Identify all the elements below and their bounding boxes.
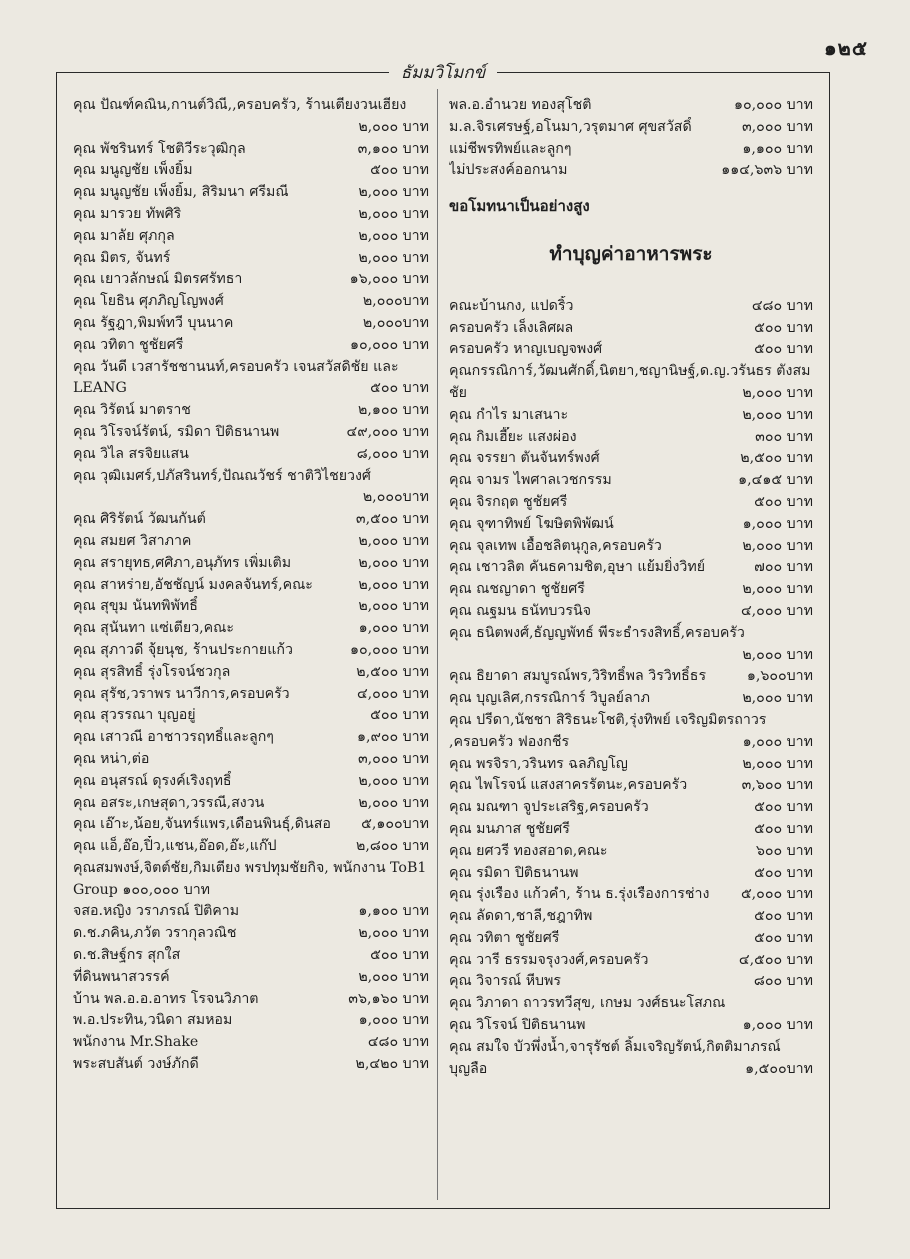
donor-entry: [73, 596, 429, 618]
donor-entry: [449, 318, 813, 340]
donation-amount: ๒,๐๐๐ บาท: [358, 205, 429, 222]
donor-name: คุณ โยธิน ศุภภิญโญพงศ์: [73, 293, 224, 310]
donation-amount: ๑,๑๐๐ บาท: [358, 903, 429, 920]
donor-name: คุณ รัฐฎา,พิมพ์ทวี บุนนาค: [73, 314, 234, 331]
donor-entry: [73, 204, 429, 226]
donor-entry: [73, 357, 429, 379]
donation-amount: ๒,๐๐๐ บาท: [742, 406, 813, 423]
donor-entry: [449, 732, 813, 754]
donation-amount: ๕๐๐ บาท: [754, 799, 813, 816]
donor-entry: [449, 1015, 813, 1037]
donor-entry: [449, 863, 813, 885]
donation-amount: ๑,๐๐๐ บาท: [742, 515, 813, 532]
donor-entry: [73, 335, 429, 357]
donation-amount: ๕๐๐ บาท: [370, 162, 429, 179]
donor-name: คุณ กำไร มาเสนาะ: [449, 406, 569, 423]
header-title: ธัมมวิโมกข์: [389, 63, 498, 83]
donor-name: คุณ รุ่งเรือง แก้วคำ, ร้าน ธ.รุ่งเรืองการช่าง: [449, 886, 710, 903]
donor-name: คุณ สุภาวดี จุ้ยนุช, ร้านประกายแก้ว: [73, 641, 293, 658]
donor-name: บ้าน พล.อ.อ.อาทร โรจนวิภาต: [73, 990, 259, 1007]
donor-name: คุณ วารี ธรรมจรุงวงศ์,ครอบครัว: [449, 951, 649, 968]
donor-entry: [73, 400, 429, 422]
donation-amount: ๒,๐๐๐ บาท: [358, 532, 429, 549]
donation-amount: ๒,๐๐๐ บาท: [358, 554, 429, 571]
donor-name: พระสบสันต์ วงษ์ภักดี: [73, 1056, 199, 1073]
donor-entry: [449, 993, 813, 1015]
donation-amount: ๓,๐๐๐ บาท: [357, 750, 429, 767]
donor-entry: [73, 989, 429, 1011]
donor-name: จสอ.หญิง วราภรณ์ ปิติคาม: [73, 903, 240, 920]
donor-name: ครอบครัว เล็งเลิศผล: [449, 319, 574, 336]
donation-amount: ๒,๐๐๐ บาท: [358, 925, 429, 942]
right-top-list: [449, 95, 813, 182]
right-column: [449, 95, 813, 1200]
donor-name: คุณ สุวรรณา บุญอยู่: [73, 707, 196, 724]
donor-entry: [449, 95, 813, 117]
donation-amount: ๑๐,๐๐๐ บาท: [350, 336, 429, 353]
donation-amount: ๑,๕๐๐บาท: [745, 1060, 813, 1077]
donor-name: คุณ วันดี เวสารัชชานนท์,ครอบครัว เจนสวัสดิชัย และ: [73, 358, 399, 375]
donation-amount: ๓,๑๐๐ บาท: [357, 140, 429, 157]
donor-entry: [449, 536, 813, 558]
donor-name: คุณ เอ๊าะ,น้อย,จันทร์แพร,เดือนพินธุ์,ดินสอ: [73, 816, 331, 833]
donor-name: คุณ สมใจ บัวพึ่งน้ำ,จารุรัชต์ ลิ้มเจริญรัตน์,กิตติมาภรณ์: [449, 1038, 781, 1055]
donation-amount: ๒,๕๐๐ บาท: [740, 450, 813, 467]
donor-entry: [73, 95, 429, 139]
donor-entry: [73, 509, 429, 531]
donation-amount: ๒,๐๐๐ บาท: [358, 184, 429, 201]
donor-name: พล.อ.อำนวย ทองสุโชติ: [449, 97, 592, 113]
donor-entry: [73, 945, 429, 967]
donation-amount: ๓๐๐ บาท: [755, 428, 813, 445]
donor-name: คุณ ปัณฑ์คณิน,กานต์วิณี,,ครอบครัว, ร้านเตียงวนเฮียง: [73, 97, 407, 113]
donor-entry: [73, 531, 429, 553]
donation-amount: ๒,๘๐๐ บาท: [356, 838, 429, 855]
donor-name: ด.ช.สิษฐ์กร สุกใส: [73, 947, 181, 964]
donor-name: คุณ เชาวลิต คันธคามชิต,อุษา แย้มยิ่งวิทย์: [449, 559, 706, 576]
donor-entry: [449, 117, 813, 139]
donor-name: แม่ชีพรทิพย์และลูกๆ: [449, 140, 572, 157]
donation-amount: ๔๘๐ บาท: [751, 297, 813, 314]
donor-name: ครอบครัว หาญเบญจพงศ์: [449, 341, 603, 358]
donor-entry: [73, 269, 429, 291]
donor-name: คุณ สุนันทา แซ่เตียว,คณะ: [73, 620, 234, 637]
donor-entry: [73, 553, 429, 575]
donation-amount: ๑๖,๐๐๐ บาท: [349, 271, 429, 288]
donation-amount: ๕,๐๐๐ บาท: [740, 886, 813, 903]
donor-entry: [73, 858, 429, 902]
page-number: ๑๒๕: [823, 36, 868, 60]
donor-name: คุณ จุลเทพ เอื้อชลิตนุกูล,ครอบครัว: [449, 537, 662, 554]
donor-entry: [73, 618, 429, 640]
donation-amount: ๓,๖๐๐ บาท: [741, 777, 813, 794]
donation-amount: ๒,๐๐๐ บาท: [742, 581, 813, 598]
donor-name: คุณ มาลัย ศุภกุล: [73, 227, 175, 244]
section-heading: ทำบุญค่าอาหารพระ: [549, 242, 713, 265]
donor-name: คุณ มณฑา จูประเสริฐ,ครอบครัว: [449, 799, 649, 816]
donor-entry: [449, 797, 813, 819]
donor-entry: [73, 1032, 429, 1054]
donor-entry: [449, 971, 813, 993]
donor-entry: [449, 688, 813, 710]
donation-amount: ๓,๕๐๐ บาท: [355, 511, 429, 528]
donation-amount: ๑,๖๐๐บาท: [746, 668, 813, 685]
donor-name: คุณ ลัดดา,ชาลี,ชฎาทิพ: [449, 908, 593, 925]
donor-name: คุณ ศิริรัตน์ วัฒนกันต์: [73, 511, 206, 528]
donor-entry: [449, 296, 813, 318]
donor-entry: [73, 749, 429, 771]
donation-amount: ๑,๐๐๐ บาท: [358, 620, 429, 637]
donor-entry: [449, 928, 813, 950]
donation-amount: ๒,๐๐๐ บาท: [358, 576, 429, 593]
donation-amount: ๑,๙๐๐ บาท: [356, 729, 429, 746]
donor-name: บุญลือ: [449, 1060, 488, 1077]
food-donation-list: [449, 296, 813, 1081]
donor-name: คุณ มารวย ทัพศิริ: [73, 205, 182, 222]
donor-name: คุณ วุฒิเมศร์,ปภัสรินทร์,ปัณณวัชร์ ชาติวิไชยวงศ์: [73, 467, 371, 484]
donor-entry: [449, 492, 813, 514]
donor-name: คุณ อนุสรณ์ ดุรงค์เริงฤทธิ์: [73, 772, 232, 789]
donor-entry: [449, 884, 813, 906]
page-frame: [56, 63, 830, 1209]
thanks-text: ขอโมทนาเป็นอย่างสูง: [449, 197, 590, 216]
donor-name: คุณ สมยศ วิสาภาค: [73, 532, 192, 549]
donor-name: คุณกรรณิการ์,วัฒนศักดิ์,นิตยา,ชญานิษฐ์,ด.ญ.วรันธร ตังสมชัย: [449, 363, 811, 401]
donation-amount: ๘,๐๐๐ บาท: [356, 445, 429, 462]
donor-name: คุณ จามร ไพศาลเวชกรรม: [449, 472, 612, 489]
donation-amount: ๕๐๐ บาท: [754, 864, 813, 881]
donor-name: คุณ กิมเฮี๊ยะ แสงผ่อง: [449, 428, 577, 445]
donor-name: คุณ ปรีดา,นัชชา สิริธนะโชติ,รุ่งทิพย์ เจริญมิตรถาวร: [449, 711, 767, 728]
donor-entry: [73, 422, 429, 444]
donor-name: คุณ จุฑาทิพย์ โฆษิตพิพัฒน์: [449, 515, 614, 532]
donor-name: ด.ช.ภคิน,ภวัต วรากุลวณิช: [73, 925, 237, 942]
donor-name: LEANG: [73, 380, 127, 397]
donor-entry: [73, 575, 429, 597]
donor-name: คุณ บุญเลิศ,กรรณิการ์ วิบูลย์ลาภ: [449, 690, 650, 707]
donor-name: คุณ จิรกฤต ชูชัยศรี: [449, 493, 568, 510]
donor-entry: [449, 160, 813, 182]
donor-entry: [449, 710, 813, 732]
donor-entry: [73, 160, 429, 182]
donor-name: คุณ วิภาดา ถาวรทวีสุข, เกษม วงศ์ธนะโสภณ: [449, 995, 726, 1012]
donor-name: คุณ ไพโรจน์ แสงสาครรัตนะ,ครอบครัว: [449, 777, 688, 794]
donor-name: คุณ แอ็,อ๊อ,ปิ๋ว,แชน,อ๊อด,อ๊ะ,แก๊ป: [73, 838, 277, 855]
donation-amount: ๒,๐๐๐ บาท: [358, 227, 429, 244]
donor-name: คุณ ธิยาดา สมบูรณ์พร,วิริทธิ์พล วิรวิทธิ์ธร: [449, 668, 707, 685]
donor-entry: [73, 466, 429, 510]
donor-name: คุณ รมิดา ปิติธนานพ: [449, 864, 579, 881]
donation-amount: ๑,๐๐๐ บาท: [358, 1012, 429, 1029]
donor-name: คุณ ณชญาดา ชูชัยศรี: [449, 581, 585, 598]
donor-entry: [73, 444, 429, 466]
donation-amount: ๒,๐๐๐ บาท: [742, 755, 813, 772]
donor-entry: [73, 684, 429, 706]
donation-amount: ๑๑๔,๖๓๖ บาท: [721, 162, 813, 179]
donor-name: ไม่ประสงค์ออกนาม: [449, 162, 568, 179]
donor-name: คุณ หน่า,ต่อ: [73, 750, 150, 767]
donation-amount: ๒,๐๐๐ บาท: [742, 537, 813, 554]
donation-amount: ๒,๔๒๐ บาท: [355, 1056, 429, 1073]
donation-amount: ๑๐,๐๐๐ บาท: [734, 97, 813, 113]
donor-name: คุณ มนูญชัย เพ็งยิ้ม, สิริมนา ศรีมณี: [73, 184, 289, 201]
donation-amount: ๒,๐๐๐ บาท: [742, 690, 813, 707]
donor-entry: [449, 361, 813, 405]
donation-amount: ๕๐๐ บาท: [370, 380, 429, 397]
donor-name: คุณ พัชรินทร์ โชติวีระวุฒิกุล: [73, 140, 246, 157]
donor-entry: [449, 1037, 813, 1059]
donor-entry: [449, 470, 813, 492]
donor-name: คุณ ยศวรี ทองสอาด,คณะ: [449, 842, 608, 859]
donor-entry: [73, 139, 429, 161]
donor-name: คุณ สรายุทธ,ศศิภา,อนุภัทร เพิ่มเติม: [73, 554, 292, 571]
donor-name: คุณ วิโรจน์รัตน์, รมิดา ปิติธนานพ: [73, 423, 280, 440]
donation-amount: ๕๐๐ บาท: [754, 929, 813, 946]
donation-amount: ๓,๐๐๐ บาท: [741, 118, 813, 135]
donor-name: คุณ สุรัช,วราพร นาวีการ,ครอบครัว: [73, 685, 290, 702]
donor-name: ,ครอบครัว ฟองกชีร: [449, 733, 570, 750]
donation-amount: ๔๘๐ บาท: [367, 1034, 429, 1051]
donation-amount: ๒,๐๐๐ บาท: [742, 646, 813, 663]
header: [57, 59, 829, 86]
donor-name: คุณ วิไล สรจิยแสน: [73, 445, 189, 462]
donor-entry: [449, 666, 813, 688]
donor-entry: [449, 775, 813, 797]
donor-name: พนักงาน Mr.Shake: [73, 1034, 199, 1051]
donation-amount: ๒,๐๐๐ บาท: [358, 794, 429, 811]
donation-amount: ๕๐๐ บาท: [370, 947, 429, 964]
donor-name: คุณ วิโรจน์ ปิติธนานพ: [449, 1017, 586, 1034]
donor-name: คุณ อสระ,เกษสุดา,วรรณี,สงวน: [73, 794, 265, 811]
donation-amount: ๒,๐๐๐ บาท: [358, 968, 429, 985]
donation-amount: ๓๖,๑๖๐ บาท: [348, 990, 429, 1007]
donor-entry: [449, 448, 813, 470]
donation-amount: ๕๐๐ บาท: [370, 707, 429, 724]
donation-amount: ๒,๐๐๐ บาท: [358, 598, 429, 615]
donor-name: ที่ดินพนาสวรรค์: [73, 968, 170, 985]
donor-entry: [73, 901, 429, 923]
donation-amount: ๒,๐๐๐ บาท: [358, 118, 429, 135]
donation-amount: ๗๐๐ บาท: [754, 559, 813, 576]
donation-amount: ๒,๑๐๐ บาท: [357, 402, 429, 419]
donation-amount: ๕,๑๐๐บาท: [361, 816, 429, 833]
donor-name: คุณ สาหร่าย,อัชชัญน์ มงคลจันทร์,คณะ: [73, 576, 313, 593]
donor-name: คุณ พรจิรา,วรินทร ฉลภิญโญ: [449, 755, 628, 772]
donation-amount: ๕๐๐ บาท: [754, 908, 813, 925]
donor-entry: [73, 662, 429, 684]
donor-name: คุณ วิจารณ์ หีบพร: [449, 973, 562, 990]
donor-entry: [73, 727, 429, 749]
donation-amount: ๑,๐๐๐ บาท: [742, 733, 813, 750]
column-divider: [437, 89, 438, 1200]
donor-name: พ.อ.ประทิน,วนิดา สมหอม: [73, 1012, 233, 1029]
donation-amount: ๑,๔๑๕ บาท: [738, 472, 813, 489]
donor-entry: [449, 623, 813, 667]
donor-name: คุณ วทิตา ชูชัยศรี: [449, 929, 560, 946]
donation-amount: ๖๐๐ บาท: [755, 842, 813, 859]
donor-entry: [449, 579, 813, 601]
donation-amount: ๕๐๐ บาท: [754, 319, 813, 336]
donor-name: ม.ล.จิรเศรษฐ์,อโนมา,วรุตมาศ ศุขสวัสดิ์: [449, 118, 692, 135]
donation-amount: ๔,๐๐๐ บาท: [740, 602, 813, 619]
donor-entry: [449, 405, 813, 427]
donor-name: คุณสมพงษ์,จิตต์ชัย,กิมเตียง พรปทุมชัยกิจ, พนักงาน ToB1 Group ๑๐๐,๐๐๐ บาท: [73, 859, 427, 898]
donation-amount: ๑๐,๐๐๐ บาท: [350, 641, 429, 658]
donation-amount: ๒,๐๐๐ บาท: [358, 772, 429, 789]
donor-entry: [449, 514, 813, 536]
donation-amount: ๑,๑๐๐ บาท: [742, 140, 813, 157]
donor-entry: [73, 226, 429, 248]
donor-entry: [73, 291, 429, 313]
donation-amount: ๔,๕๐๐ บาท: [738, 951, 813, 968]
donation-amount: ๕๐๐ บาท: [754, 820, 813, 837]
donation-amount: ๔๙,๐๐๐ บาท: [346, 423, 429, 440]
donor-name: คุณ มนภาส ชูชัยศรี: [449, 820, 570, 837]
donation-amount: ๕๐๐ บาท: [754, 341, 813, 358]
donor-name: คุณ มิตร, จันทร์: [73, 249, 171, 266]
donor-entry: [449, 841, 813, 863]
donor-entry: [73, 923, 429, 945]
donor-entry: [73, 313, 429, 335]
donor-name: คุณ จรรยา ตันจันทร์พงศ์: [449, 450, 600, 467]
donor-entry: [449, 906, 813, 928]
donor-name: คุณ มนูญชัย เพ็งยิ้ม: [73, 162, 193, 179]
donor-entry: [73, 640, 429, 662]
donor-entry: [73, 378, 429, 400]
donor-name: คณะบ้านกง, แปดริ้ว: [449, 297, 574, 314]
donor-entry: [73, 705, 429, 727]
donation-amount: ๒,๐๐๐บาท: [362, 314, 429, 331]
donor-entry: [73, 248, 429, 270]
donor-name: คุณ วทิตา ชูชัยศรี: [73, 336, 184, 353]
donor-entry: [449, 601, 813, 623]
donation-amount: ๒,๐๐๐บาท: [362, 489, 429, 506]
donation-amount: ๒,๕๐๐ บาท: [356, 663, 429, 680]
donor-entry: [449, 819, 813, 841]
donor-name: คุณ สุรสิทธิ์ รุ่งโรจน์ชวกุล: [73, 663, 231, 680]
donor-entry: [449, 557, 813, 579]
donor-entry: [73, 814, 429, 836]
donor-entry: [449, 139, 813, 161]
donor-entry: [73, 1054, 429, 1076]
donor-name: คุณ เยาวลักษณ์ มิตรศรัทธา: [73, 271, 243, 288]
donation-amount: ๘๐๐ บาท: [753, 973, 813, 990]
donor-entry: [449, 754, 813, 776]
donor-entry: [73, 793, 429, 815]
donor-entry: [449, 339, 813, 361]
donation-amount: ๒,๐๐๐ บาท: [358, 249, 429, 266]
donation-amount: ๑,๐๐๐ บาท: [742, 1017, 813, 1034]
donor-entry: [73, 771, 429, 793]
donor-name: คุณ ณฐมน ธนัทบวรนิจ: [449, 602, 592, 619]
donation-amount: ๒,๐๐๐ บาท: [742, 384, 813, 401]
donation-amount: ๔,๐๐๐ บาท: [356, 685, 429, 702]
left-column: [73, 95, 429, 1200]
donor-entry: [73, 1010, 429, 1032]
donation-amount: ๕๐๐ บาท: [754, 493, 813, 510]
donor-entry: [73, 967, 429, 989]
donor-entry: [449, 950, 813, 972]
donor-entry: [449, 1059, 813, 1081]
donor-entry: [449, 427, 813, 449]
donor-entry: [73, 836, 429, 858]
donor-name: คุณ วิรัตน์ มาตราช: [73, 402, 191, 419]
donor-entry: [73, 182, 429, 204]
donation-amount: ๒,๐๐๐บาท: [362, 293, 429, 310]
donor-name: คุณ ธนิตพงศ์,ธัญญพัทธ์ พีระธำรงสิทธิ์,ครอบครัว: [449, 624, 745, 641]
donor-name: คุณ เสาวณี อาชาวรฤทธิ์และลูกๆ: [73, 729, 274, 746]
donor-name: คุณ สุขุม นันทพิพัทธิ์: [73, 598, 198, 615]
